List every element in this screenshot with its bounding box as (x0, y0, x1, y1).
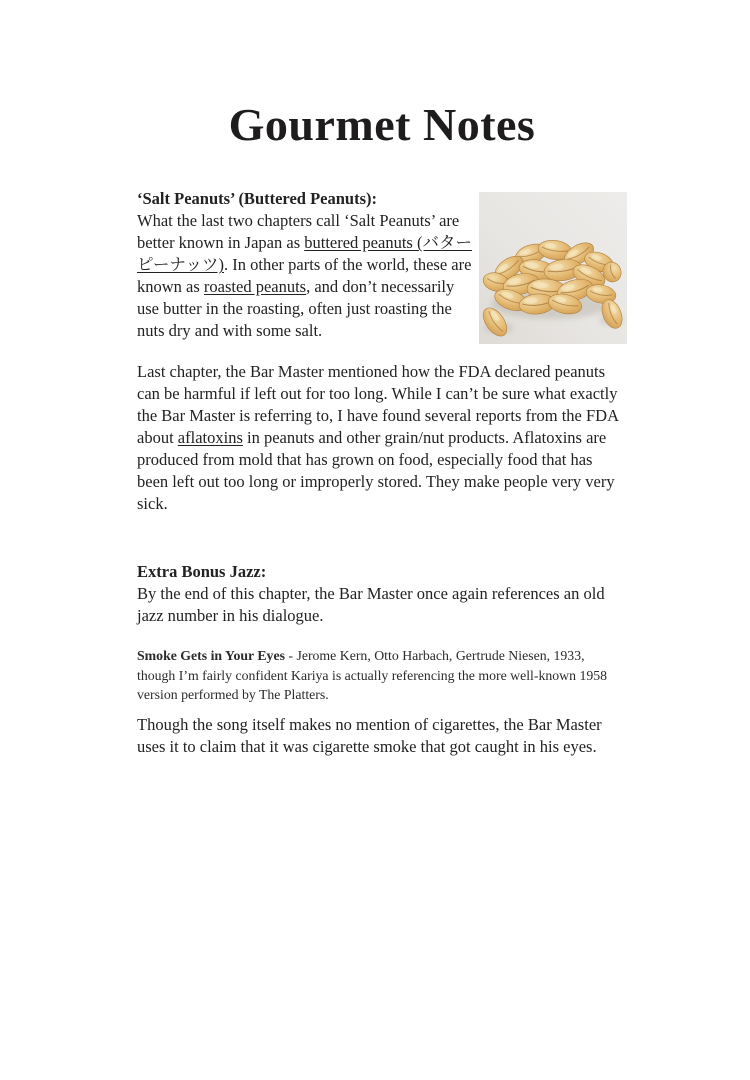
page-content (137, 0, 627, 758)
roasted-peanuts-link[interactable]: roasted peanuts (203, 277, 307, 297)
paragraph-text: in peanuts and other grain/nut products. Aflatoxins are produced from mold that has grown on food, especially food that has been left out too long or improperly stored. They make people very very sick. (137, 428, 615, 514)
salt-peanuts-text-column (137, 188, 473, 342)
paragraph-text: . In other parts of the world, these are known as (137, 255, 472, 297)
buttered-peanuts-link[interactable]: buttered peanuts (バターピーナッツ) (137, 233, 472, 275)
salt-peanuts-paragraph (137, 210, 473, 342)
aflatoxins-link[interactable]: aflatoxins (177, 428, 243, 448)
peanuts-photo-graphic (479, 192, 627, 344)
paragraph-text: , and don’t necessarily use butter in the roasting, often just roasting the nuts dry and with some salt. (137, 277, 455, 341)
salt-peanuts-heading: ‘Salt Peanuts’ (Buttered Peanuts): (137, 189, 377, 209)
song-credit-text: - Jerome Kern, Otto Harbach, Gertrude Niesen, 1933, though I’m fairly confident Kariya is actually referencing the more well-known 1958 version performed by The Platters. (137, 648, 608, 703)
peanuts-photo (479, 192, 627, 344)
paragraph-text: Last chapter, the Bar Master mentioned how the FDA declared peanuts can be harmful if left out for too long. While I can’t be sure what exactly the Bar Master is referring to, I have found several reports from the FDA about (137, 362, 619, 448)
bonus-jazz-heading: Extra Bonus Jazz: (137, 562, 267, 582)
closing-paragraph: Though the song itself makes no mention of cigarettes, the Bar Master uses it to claim that it was cigarette smoke that got caught in his eyes. (137, 714, 602, 756)
paragraph-text: What the last two chapters call ‘Salt Peanuts’ are better known in Japan as (137, 211, 460, 253)
bonus-jazz-paragraph: By the end of this chapter, the Bar Master once again references an old jazz number in his dialogue. (137, 584, 605, 626)
song-credit-note (137, 646, 609, 705)
section-extra-bonus-jazz (137, 561, 627, 627)
aflatoxin-paragraph (137, 361, 627, 515)
page-title: Gourmet Notes (228, 99, 536, 150)
section-salt-peanuts (137, 188, 627, 344)
song-title: Smoke Gets in Your Eyes (137, 648, 285, 664)
